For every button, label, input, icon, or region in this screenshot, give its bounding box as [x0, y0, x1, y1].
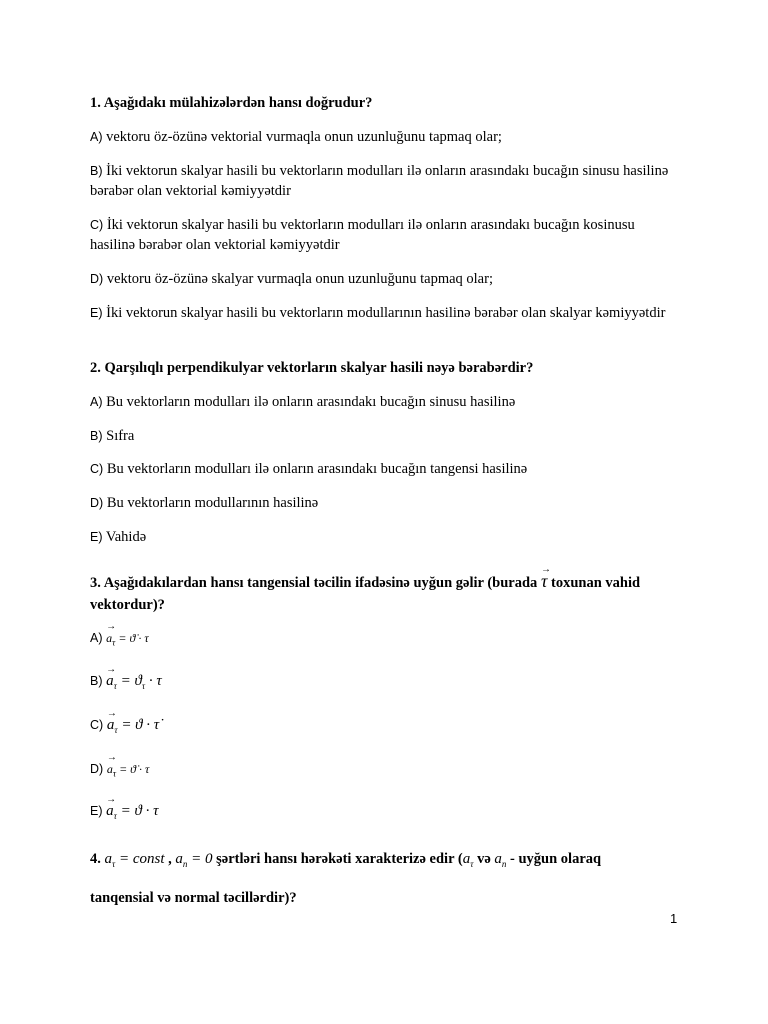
option-text: Sıfra [106, 428, 135, 444]
formula-rhs-tail: · τ [145, 673, 162, 689]
question-text-2: - uyğun olaraq [510, 851, 602, 867]
question-2-title: 2. Qarşılıqlı perpendikulyar vektorların skalyar hasili nəyə bərabərdir? [90, 360, 534, 376]
q3-option-d [90, 759, 680, 783]
cond1-sub: τ [112, 859, 116, 869]
q1-option-c [90, 215, 680, 255]
formula-sub: τ [114, 725, 118, 735]
tau-vector-symbol: → τ [541, 570, 547, 592]
option-text: İki vektorun skalyar hasili bu vektorların modulları ilə onların arasındakı bucağın sinusu hasilinə bərabər olan vektorial kəmiyyətdir [90, 163, 669, 199]
question-number: 4. [90, 851, 101, 867]
q2-option-d [90, 493, 680, 513]
option-text: İki vektorun skalyar hasili bu vektorların modulları ilə onların arasındakı bucağın kosinusu hasilinə bərabər olan vektorial kəmiyyətdir [90, 217, 635, 253]
q2-option-e [90, 527, 680, 547]
question-4-line-2: tanqensial və normal təcillərdir)? [90, 890, 297, 906]
formula-sub: τ [112, 637, 116, 648]
cond2-value: = 0 [187, 851, 213, 867]
formula [106, 803, 158, 819]
formula-sub: τ [112, 768, 117, 779]
q2-option-a [90, 392, 680, 412]
option-label: D) [90, 496, 104, 510]
sym1-sub: τ [470, 859, 474, 869]
title-part-2: toxunan vahid vektordur)? [90, 575, 641, 613]
sym2-sub: n [501, 859, 507, 869]
question-1-title: 1. Aşağıdakı mülahizələrdən hansı doğrudur? [90, 95, 373, 111]
option-text: Vahidə [105, 529, 147, 545]
option-text: vektoru öz-özünə skalyar vurmaqla onun uzunluğunu tapmaq olar; [106, 271, 493, 287]
option-label: E) [90, 530, 103, 544]
title-part-1: 3. Aşağıdakılardan hansı tangensial təcilin ifadəsinə uyğun gəlir (burada [90, 575, 538, 591]
formula [106, 673, 162, 689]
q2-option-c [90, 459, 680, 479]
symbol-a-tau [463, 851, 474, 867]
formula-rhs: = ϑ · τ̇ [121, 717, 160, 733]
condition-2 [175, 851, 212, 867]
formula-lhs: → a [106, 671, 114, 691]
q3-option-b [90, 671, 680, 696]
option-text: Bu vektorların modullarının hasilinə [106, 495, 319, 511]
option-text: Bu vektorların modulları ilə onların arasındakı bucağın tangensi hasilinə [106, 461, 528, 477]
page-number: 1 [670, 911, 678, 926]
cond1-symbol: a [104, 851, 112, 867]
option-label: C) [90, 718, 104, 732]
formula [106, 762, 150, 779]
option-label: B) [90, 674, 103, 688]
formula-rhs: = ϑ̇ · τ [119, 762, 150, 776]
formula [106, 631, 149, 648]
condition-1 [105, 851, 165, 867]
option-label: C) [90, 218, 104, 232]
option-label: B) [90, 164, 103, 178]
sym1: a [462, 851, 471, 867]
formula-rhs-sub: τ [141, 681, 146, 691]
option-label: B) [90, 429, 103, 443]
comma: , [164, 851, 172, 867]
option-text: vektoru öz-özünə vektorial vurmaqla onun uzunluğunu tapmaq olar; [106, 129, 502, 145]
cond2-symbol: a [175, 851, 183, 867]
q1-option-d [90, 269, 680, 289]
and-word: və [477, 851, 491, 867]
formula-lhs: → a [107, 759, 113, 779]
option-label: A) [90, 130, 103, 144]
option-text: İki vektorun skalyar hasili bu vektorların modullarının hasilinə bərabər olan skalyar kəmiyyətdir [106, 305, 666, 321]
q1-option-b [90, 161, 680, 201]
cond2-sub: n [182, 859, 188, 869]
formula [107, 717, 159, 733]
q1-option-e [90, 303, 680, 323]
question-text-1: şərtləri hansı hərəkəti xarakterizə edir ( [216, 851, 463, 867]
q3-option-a [90, 628, 680, 652]
formula-lhs: → a [106, 801, 114, 821]
option-label: C) [90, 462, 104, 476]
question-3-title [90, 570, 680, 616]
option-label: A) [90, 395, 103, 409]
q1-option-a [90, 127, 680, 147]
formula-lhs: → a [107, 715, 115, 735]
formula-sub: τ [113, 811, 117, 821]
option-label: E) [90, 306, 103, 320]
option-label: D) [90, 762, 104, 776]
symbol-a-n [494, 851, 506, 867]
q2-option-b [90, 426, 680, 446]
formula-sub: τ [113, 681, 117, 691]
option-label: E) [90, 804, 103, 818]
formula-rhs: = ϑ · τ [120, 803, 159, 819]
cond1-value: = const [115, 851, 165, 867]
formula-rhs: = ϑ [120, 673, 142, 689]
formula-rhs: = ϑ̇ · τ [118, 631, 149, 645]
option-label: D) [90, 272, 104, 286]
formula-lhs: → a [106, 628, 112, 648]
question-4-title [90, 849, 680, 875]
option-label: A) [90, 631, 103, 645]
q3-option-e [90, 801, 680, 826]
option-text: Bu vektorların modulları ilə onların arasındakı bucağın sinusu hasilinə [106, 394, 516, 410]
sym2: a [494, 851, 502, 867]
q3-option-c [90, 715, 680, 740]
